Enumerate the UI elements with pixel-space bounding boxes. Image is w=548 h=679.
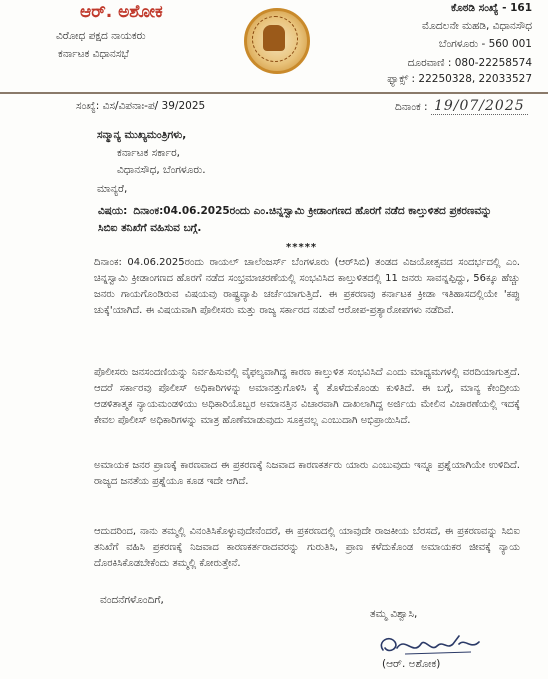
handwritten-signature [375,628,485,662]
address-city: ಬೆಂಗಳೂರು - 560 001 [438,38,532,50]
subject-text: ದಿನಾಂಕ:04.06.2025ರಂದು ಎಂ.ಚಿನ್ನಸ್ವಾಮಿ ಕ್ರೀಡಾಂಗಣದ ಹೊರಗೆ ನಡೆದ ಕಾಲ್ತುಳಿತದ ಪ್ರಕರಣವನ್ನು ಸಿಬಿಐ ತನಿಖೆಗೆ ವಹಿಸುವ ಬಗ್ಗೆ. [98,205,492,234]
recipient-line-2: ವಿಧಾನಸೌಧ, ಬೆಂಗಳೂರು. [117,164,206,176]
phone-number: ದೂರವಾಣಿ : 080-22258574 [407,57,532,69]
body-paragraph: ದಿನಾಂಕ: 04.06.2025ರಂದು ರಾಯಲ್ ಚಾಲೆಂಜರ್ಸ್ ಬೆಂಗಳೂರು (ಆರ್‌ಸಿಬಿ) ತಂಡದ ವಿಜಯೋತ್ಸವದ ಸಂದರ್ಭದಲ್ಲಿ ಎಂ. ಚಿನ್ನಸ್ವಾಮಿ ಕ್ರೀಡಾಂಗಣದ ಹೊರಗೆ ನಡೆದ ಸಂಭ್ರಮಾಚರಣೆಯಲ್ಲಿ ಸಂಭವಿಸಿದ ಕಾಲ್ತುಳಿತದಲ್ಲಿ 11 ಜನರು ಸಾವನ್ನಪ್ಪಿದ್ದು, 56ಕ್ಕೂ ಹೆಚ್ಚು ಜನರು ಗಾಯಗೊಂಡಿರುವ ವಿಷಯವು ರಾಷ್ಟ್ರವ್ಯಾಪಿ ಚರ್ಚೆಯಾಗುತ್ತಿದೆ. ಈ ಪ್ರಕರಣವು ಕರ್ನಾಟಕ ಕ್ರೀಡಾ ಇತಿಹಾಸದಲ್ಲಿಯೇ 'ಕಪ್ಪು ಚುಕ್ಕೆ'ಯಾಗಿದೆ. ಈ ವಿಷಯವಾಗಿ ಪೊಲೀಸರು ಮತ್ತು ರಾಜ್ಯ ಸರ್ಕಾರದ ನಡುವೆ ಆರೋಪ-ಪ್ರತ್ಯಾರೋಪಗಳು ನಡೆದಿವೆ. [94,257,520,316]
subject-label: ವಿಷಯ: [98,205,128,217]
karnataka-seal-emblem [244,8,310,74]
signatory-name: (ಆರ್. ಅಶೋಕ) [382,658,441,670]
address-room: ಕೊಠಡಿ ಸಂಖ್ಯೆ - 161 [451,2,532,14]
letterhead-assembly: ಕರ್ನಾಟಕ ವಿಧಾನಸಭೆ [58,48,129,60]
body-paragraph: ಆದುದರಿಂದ, ನಾನು ತಮ್ಮಲ್ಲಿ ವಿನಂತಿಸಿಕೊಳ್ಳುವುದೇನೆಂದರೆ, ಈ ಪ್ರಕರಣದಲ್ಲಿ ಯಾವುದೇ ರಾಜಕೀಯ ಬೆರಸದೆ, ಈ ಪ್ರಕರಣವನ್ನು ಸಿಬಿಐ ತನಿಖೆಗೆ ವಹಿಸಿ ಪ್ರಕರಣಕ್ಕೆ ನಿಜವಾದ ಕಾರಣಕರ್ತರಾದವರನ್ನು ಗುರುತಿಸಿ, ಪ್ರಾಣ ಕಳೆದುಕೊಂಡ ಅಮಾಯಕರ ಜೀವಕ್ಕೆ ನ್ಯಾಯ ದೊರಕಿಸಿಕೊಡಬೇಕೆಂದು ತಮ್ಮಲ್ಲಿ ಕೋರುತ್ತೇನೆ. [94,526,520,569]
seal-building-icon [263,25,285,51]
body-paragraph: ಪೊಲೀಸರು ಜನಸಂದಣಿಯನ್ನು ನಿರ್ವಹಿಸುವಲ್ಲಿ ವೈಫಲ್ಯವಾಗಿದ್ದ ಕಾರಣ ಕಾಲ್ತುಳಿತ ಸಂಭವಿಸಿದೆ ಎಂದು ಮಾಧ್ಯಮಗಳಲ್ಲಿ ವರದಿಯಾಗುತ್ತದೆ. ಆದರೆ ಸರ್ಕಾರವು ಪೊಲೀಸ್ ಅಧಿಕಾರಿಗಳನ್ನು ಅಮಾನತ್ತುಗೊಳಿಸಿ ಕೈ ತೊಳೆದುಕೊಂಡು ಕುಳಿತಿದೆ. ಈ ಬಗ್ಗೆ, ಮಾನ್ಯ ಕೇಂದ್ರೀಯ ಆಡಳಿತಾತ್ಮಕ ನ್ಯಾಯಮಂಡಳಿಯು ಅಧಿಕಾರಿಯೊಬ್ಬರ ಅಮಾನತ್ತಿನ ವಿಚಾರವಾಗಿ ದಾಖಲಾಗಿದ್ದ ಅರ್ಜಿಯ ಮೇಲಿನ ವಿಚಾರಣೆಯಲ್ಲಿ ಇದಕ್ಕೆ ಕೇವಲ ಪೊಲೀಸ್ ಅಧಿಕಾರಿಗಳನ್ನು ಮಾತ್ರ ಹೊಣೆಮಾಡುವುದು ಸೂಕ್ತವಲ್ಲ ಎಂಬುದಾಗಿ ಅಭಿಪ್ರಾಯಿಸಿದೆ. [94,367,520,426]
recipient-line-1: ಕರ್ನಾಟಕ ಸರ್ಕಾರ, [117,147,180,159]
letterhead-divider [0,92,548,94]
reference-number: ಸಂಖ್ಯೆ: ವಿಸ/ವಿಪನಾಃ-ಪ/ 39/2025 [76,100,206,112]
salutation: ಮಾನ್ಯರೆ, [97,183,128,195]
body-paragraph: ಅಮಾಯಕ ಜನರ ಪ್ರಾಣಕ್ಕೆ ಕಾರಣವಾದ ಈ ಪ್ರಕರಣಕ್ಕೆ ನಿಜವಾದ ಕಾರಣಕರ್ತರು ಯಾರು ಎಂಬುವುದು ಇನ್ನೂ ಪ್ರಶ್ನೆಯಾಗಿಯೇ ಉಳಿದಿದೆ. ರಾಜ್ಯದ ಜನತೆಯ ಪ್ರಶ್ನೆಯೂ ಕೂಡ ಇದೇ ಆಗಿದೆ. [94,460,520,487]
date-value: 19/07/2025 [431,98,528,115]
address-floor: ಮೊದಲನೇ ಮಹಡಿ, ವಿಧಾನಸೌಧ [422,20,532,32]
yours-faithfully: ತಮ್ಮ ವಿಶ್ವಾಸಿ, [370,608,418,620]
letterhead-designation: ವಿರೋಧ ಪಕ್ಷದ ನಾಯಕರು [56,30,146,42]
closing-line: ವಂದನೆಗಳೊಂದಿಗೆ, [100,594,164,606]
date-line [395,98,528,114]
letterhead-name: ಆರ್. ಅಶೋಕ [80,2,163,22]
recipient-title: ಸನ್ಮಾನ್ಯ ಮುಖ್ಯಮಂತ್ರಿಗಳು, [97,129,187,141]
date-label: ದಿನಾಂಕ : [395,101,428,113]
separator-stars: ***** [286,242,318,253]
subject-block [98,203,498,237]
fax-number: ಫ್ಯಾಕ್ಸ್ : 22250328, 22033527 [387,73,532,85]
